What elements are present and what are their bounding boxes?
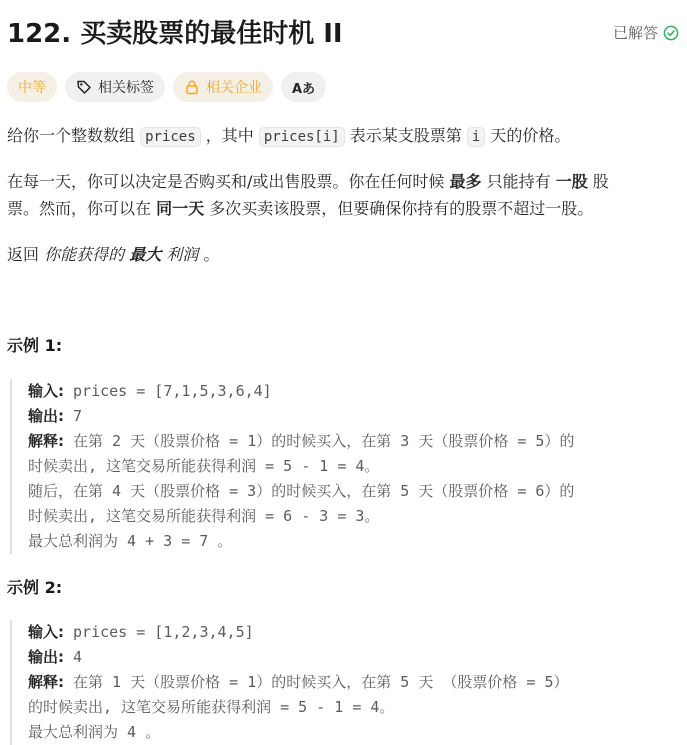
inline-code-i: i [467,127,485,147]
explain-line: 最大总利润为 4 。 [28,723,161,741]
text: 。 [198,245,220,264]
bold-italic-text: 最大 [129,245,162,264]
related-companies-button[interactable] [173,72,273,102]
text: 只能持有 [481,172,556,191]
output-value: 7 [64,407,83,425]
text: 在每一天，你可以决定是否购买和/或出售股票。你在任何时候 [7,172,450,191]
text: 多次买卖该股票，但要确保你持有的股票不超过一股。 [204,199,594,218]
example-1-output [28,404,680,429]
example-2-input [28,620,680,645]
explain-line: 在第 2 天（股票价格 = 1）的时候买入，在第 3 天（股票价格 = 5）的 [64,432,575,450]
related-companies-label: 相关企业 [206,80,262,96]
check-circle-icon [663,25,679,41]
output-label: 输出: [28,407,64,425]
problem-title[interactable]: 122. 买卖股票的最佳时机 II [7,19,343,49]
text: ，其中 [200,126,259,145]
description-paragraph-1 [7,122,570,151]
text: 票。然而，你可以在 [7,199,157,218]
difficulty-badge[interactable] [7,72,57,102]
description-paragraph-3 [7,241,219,269]
input-label: 输入: [28,623,64,641]
bold-text: 一股 [555,172,588,191]
inline-code-prices: prices [140,127,201,147]
lock-icon [184,79,200,95]
example-1-input [28,379,680,404]
inline-code-prices-i: prices[i] [259,127,345,147]
explain-label: 解释: [28,432,64,450]
example-1-explain [28,429,680,454]
bold-text: 同一天 [156,199,205,218]
explain-line: 最大总利润为 4 + 3 = 7 。 [28,532,233,550]
tag-bar [7,72,326,102]
difficulty-label: 中等 [18,80,46,96]
text: 天的价格。 [485,126,571,145]
title-row [7,14,679,54]
explain-label: 解释: [28,673,64,691]
example-2-explain [28,670,680,695]
explain-line: 时候卖出, 这笔交易所能获得利润 = 6 - 3 = 3。 [28,507,380,525]
italic-text: 利润 [161,245,199,264]
translate-button[interactable] [281,72,326,102]
example-1-block [10,379,680,554]
italic-text: 你能获得的 [44,245,130,264]
explain-line: 的时候卖出, 这笔交易所能获得利润 = 5 - 1 = 4。 [28,698,395,716]
input-value: prices = [1,2,3,4,5] [64,623,254,641]
input-label: 输入: [28,382,64,400]
related-tags-label: 相关标签 [98,80,154,96]
translate-icon: Aあ [292,81,316,97]
output-value: 4 [64,648,83,666]
tag-icon [76,79,92,95]
text: 表示某支股票第 [344,126,467,145]
related-tags-button[interactable] [65,72,165,102]
example-1-title: 示例 1: [7,336,63,355]
text: 返回 [7,245,45,264]
text: 股 [587,172,609,191]
solved-status [613,22,679,44]
input-value: prices = [7,1,5,3,6,4] [64,382,272,400]
description-paragraph-2-line-1 [7,168,609,196]
text: 给你一个整数数组 [7,126,141,145]
example-2-output [28,645,680,670]
example-2-title: 示例 2: [7,578,63,597]
description-paragraph-2-line-2 [7,195,593,223]
explain-line: 随后，在第 4 天（股票价格 = 3）的时候买入，在第 5 天（股票价格 = 6）的 [28,482,575,500]
bold-text: 最多 [449,172,482,191]
example-2-block [10,620,680,745]
solved-label: 已解答 [612,24,658,42]
explain-line: 时候卖出, 这笔交易所能获得利润 = 5 - 1 = 4。 [28,457,380,475]
explain-line: 在第 1 天（股票价格 = 1）的时候买入，在第 5 天 （股票价格 = 5） [64,673,569,691]
output-label: 输出: [28,648,64,666]
